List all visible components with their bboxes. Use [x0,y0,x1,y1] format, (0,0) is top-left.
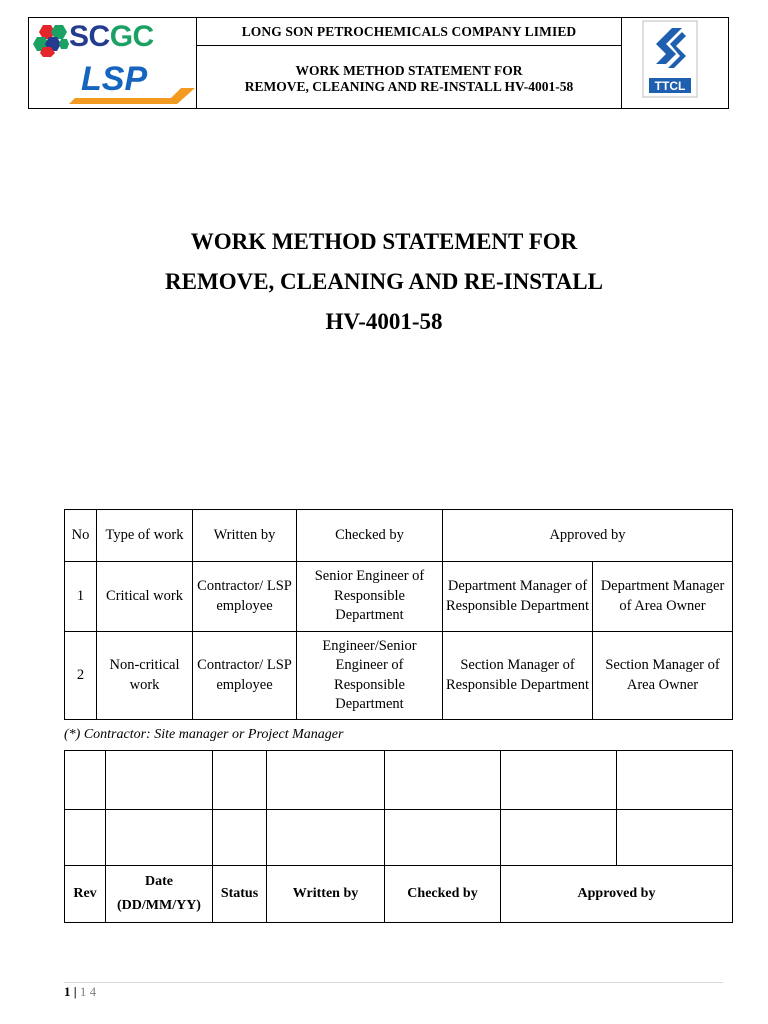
revision-cell [267,751,385,810]
ttcl-logo-text: TTCL [654,79,686,93]
revision-cell [267,810,385,866]
table-row [65,632,733,720]
header-approved-by: Approved by [501,866,733,923]
header-doc-title-line1: WORK METHOD STATEMENT FOR [295,63,523,78]
scgc-logo-text: SCGC [69,20,154,53]
page-number-total: 1 4 [79,984,97,999]
revision-cell [617,810,733,866]
cell-written-by: Contractor/ LSP employee [193,632,297,720]
footer-divider [64,982,723,983]
header-date-line2: (DD/MM/YY) [117,898,201,913]
header-doc-title [197,46,621,108]
revision-cell [65,751,106,810]
page-footer [64,984,96,1000]
header-checked-by: Checked by [297,510,443,562]
header-doc-title-line2: REMOVE, CLEANING AND RE-INSTALL HV-4001-58 [244,79,574,94]
revision-cell [106,810,213,866]
header-no: No [65,510,97,562]
header-type-of-work: Type of work [97,510,193,562]
cell-approved-by-1: Department Manager of Responsible Department [443,562,593,632]
header-logo-cell-left [29,18,197,108]
revision-cell [385,751,501,810]
lsp-logo-text: LSP [81,60,148,98]
revision-row-empty [65,751,733,810]
approval-table [64,509,733,720]
cell-type: Non-critical work [97,632,193,720]
ttcl-logo [642,20,698,98]
document-title [0,222,768,342]
title-line1: WORK METHOD STATEMENT FOR [190,229,578,254]
contractor-note: (*) Contractor: Site manager or Project Manager [64,727,344,742]
cell-checked-by: Senior Engineer of Responsible Department [297,562,443,632]
header-center [197,18,622,108]
header-written-by: Written by [193,510,297,562]
cell-no: 2 [65,632,97,720]
header-checked-by: Checked by [385,866,501,923]
revision-row-empty [65,810,733,866]
header-approved-by: Approved by [443,510,733,562]
cell-type: Critical work [97,562,193,632]
page-number-current: 1 [64,984,71,999]
revision-header-row [65,866,733,923]
header-written-by: Written by [267,866,385,923]
revision-cell [501,751,617,810]
revision-cell [106,751,213,810]
revision-cell [213,810,267,866]
revision-cell [501,810,617,866]
header-date-line1: Date [145,874,173,889]
cell-written-by: Contractor/ LSP employee [193,562,297,632]
title-line2: REMOVE, CLEANING AND RE-INSTALL [165,269,603,294]
lsp-logo [69,60,195,106]
cell-approved-by-2: Section Manager of Area Owner [593,632,733,720]
scgc-logo-icon [33,23,69,57]
approval-table-header-row [65,510,733,562]
page-number-separator: | [73,984,77,999]
company-name: LONG SON PETROCHEMICALS COMPANY LIMIED [197,18,621,46]
cell-approved-by-1: Section Manager of Responsible Department [443,632,593,720]
cell-no: 1 [65,562,97,632]
cell-checked-by: Engineer/Senior Engineer of Responsible Department [297,632,443,720]
header-date [106,866,213,923]
revision-cell [213,751,267,810]
revision-table [64,750,733,923]
document-header [28,17,729,109]
header-logo-cell-right [622,18,728,108]
title-line3: HV-4001-58 [325,309,443,334]
revision-cell [385,810,501,866]
header-status: Status [213,866,267,923]
cell-approved-by-2: Department Manager of Area Owner [593,562,733,632]
header-rev: Rev [65,866,106,923]
revision-cell [65,810,106,866]
table-row [65,562,733,632]
revision-cell [617,751,733,810]
